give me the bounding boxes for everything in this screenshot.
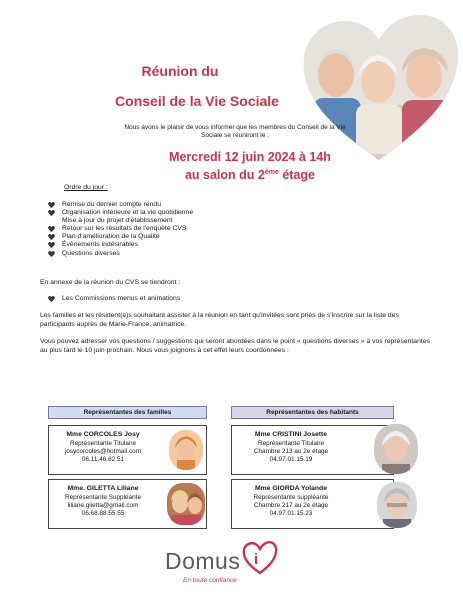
invitation-paragraph: Les familles et les résident(e)s souhaitant assister à la réunion en tant qu'invitées sont priés de s'inscrire sur la liste des participants auprès de Marie-France, animatrice.	[40, 312, 399, 328]
annex-intro: En annexe de la réunion du CVS se tiendront :	[40, 279, 181, 286]
heart-bullet-icon	[48, 251, 55, 257]
resident-rep-card-2	[231, 479, 394, 529]
rep-photo	[169, 430, 203, 470]
meeting-place: au salon du 2ème étage	[184, 168, 316, 183]
rep-photo	[374, 424, 418, 474]
annex-item-text: Les Commissions menus et animations	[62, 295, 181, 302]
agenda-title: Ordre du jour :	[64, 184, 108, 191]
agenda-item-text: Évènements indésirables	[62, 241, 138, 249]
rep-phone: 06.11.46.82.51	[81, 456, 125, 463]
heart-bullet-icon	[48, 202, 55, 208]
agenda-item	[48, 209, 193, 217]
rep-name: Mme CORCOLES Josy	[66, 431, 140, 438]
heart-bullet-icon	[48, 234, 55, 240]
rep-role: Représentante Titulaire	[257, 440, 325, 447]
agenda-list	[48, 201, 193, 258]
heart-bullet-icon	[48, 210, 55, 216]
family-rep-card-1	[48, 425, 207, 475]
rep-phone: 06.68.88.55.55	[81, 510, 125, 517]
agenda-item	[48, 217, 193, 225]
rep-room: Chambre 213 au 2e étage	[253, 448, 329, 455]
rep-name: Mme CRISTINI Josette	[254, 431, 328, 438]
header-photo-seniors	[298, 10, 460, 165]
heart-bullet-icon	[48, 242, 55, 248]
meeting-date: Mercredi 12 juin 2024 à 14h	[169, 150, 331, 164]
logo-heart-icon	[242, 540, 278, 576]
intro-text: Nous avons le plaisir de vous informer que les membres du Conseil de la Vie Sociale se réuniront le :	[124, 124, 346, 139]
annex-item	[48, 295, 180, 303]
rep-email: liliane.giletta@gmail.com	[67, 502, 139, 509]
agenda-item	[48, 241, 193, 249]
rep-photo	[377, 482, 417, 528]
rep-phone: 04.97.01.15.19	[269, 456, 313, 463]
rep-photo	[167, 483, 205, 525]
annex-list	[48, 295, 180, 303]
agenda-item-text: Questions diverses	[62, 249, 120, 257]
agenda-item-text: Retour sur les résultats de l'enquête CVS	[62, 225, 187, 233]
rep-role: Représentante Titulaire	[69, 440, 137, 447]
rep-role: Représentante Suppléante	[64, 494, 142, 501]
logo-tagline: En toute confiance	[183, 577, 237, 584]
agenda-item-text: Organisation intérieure et la vie quotidienne	[62, 209, 194, 217]
agenda-item-text: Remise du dernier compte rendu	[62, 201, 161, 208]
logo-wordmark: Domus	[165, 548, 241, 574]
title-line-1: Réunion du	[141, 63, 219, 79]
svg-text:i: i	[254, 551, 259, 568]
agenda-item	[48, 250, 193, 258]
agenda-item	[48, 225, 193, 233]
rep-email: josycorcoles@hotmail.com	[64, 448, 142, 455]
title-line-2: Conseil de la Vie Sociale	[115, 93, 279, 109]
agenda-item-text: Mise à jour du projet d'établissement	[62, 217, 173, 225]
heart-bullet-icon	[48, 226, 55, 232]
resident-rep-card-1	[231, 425, 394, 475]
rep-name: Mme GIORDA Yolande	[254, 485, 327, 492]
rep-room: Chambre 217 au 2e étage	[253, 502, 329, 509]
agenda-item	[48, 201, 193, 209]
questions-paragraph: Vous pouvez adresser vos questions / suggestions qui seront abordées dans le point « questions diverses » à vos représentantes au plus tard le 10 juin prochain. Nous vous joignons à cet effet leurs coordonnées :	[40, 338, 430, 354]
rep-phone: 04.97.01.15.23	[269, 510, 313, 517]
heart-bullet-icon	[48, 296, 55, 302]
residents-header: Représentantes des habitants	[231, 406, 394, 419]
rep-name: Mme. GILETTA Liliane	[67, 485, 139, 492]
agenda-item-text: Plan d'amélioration de la Qualité	[62, 233, 160, 241]
family-rep-card-2	[48, 479, 207, 529]
domusvi-logo	[165, 540, 305, 590]
families-header: Représentantes des familles	[48, 406, 207, 419]
rep-role: Représentante suppléante	[253, 494, 329, 501]
